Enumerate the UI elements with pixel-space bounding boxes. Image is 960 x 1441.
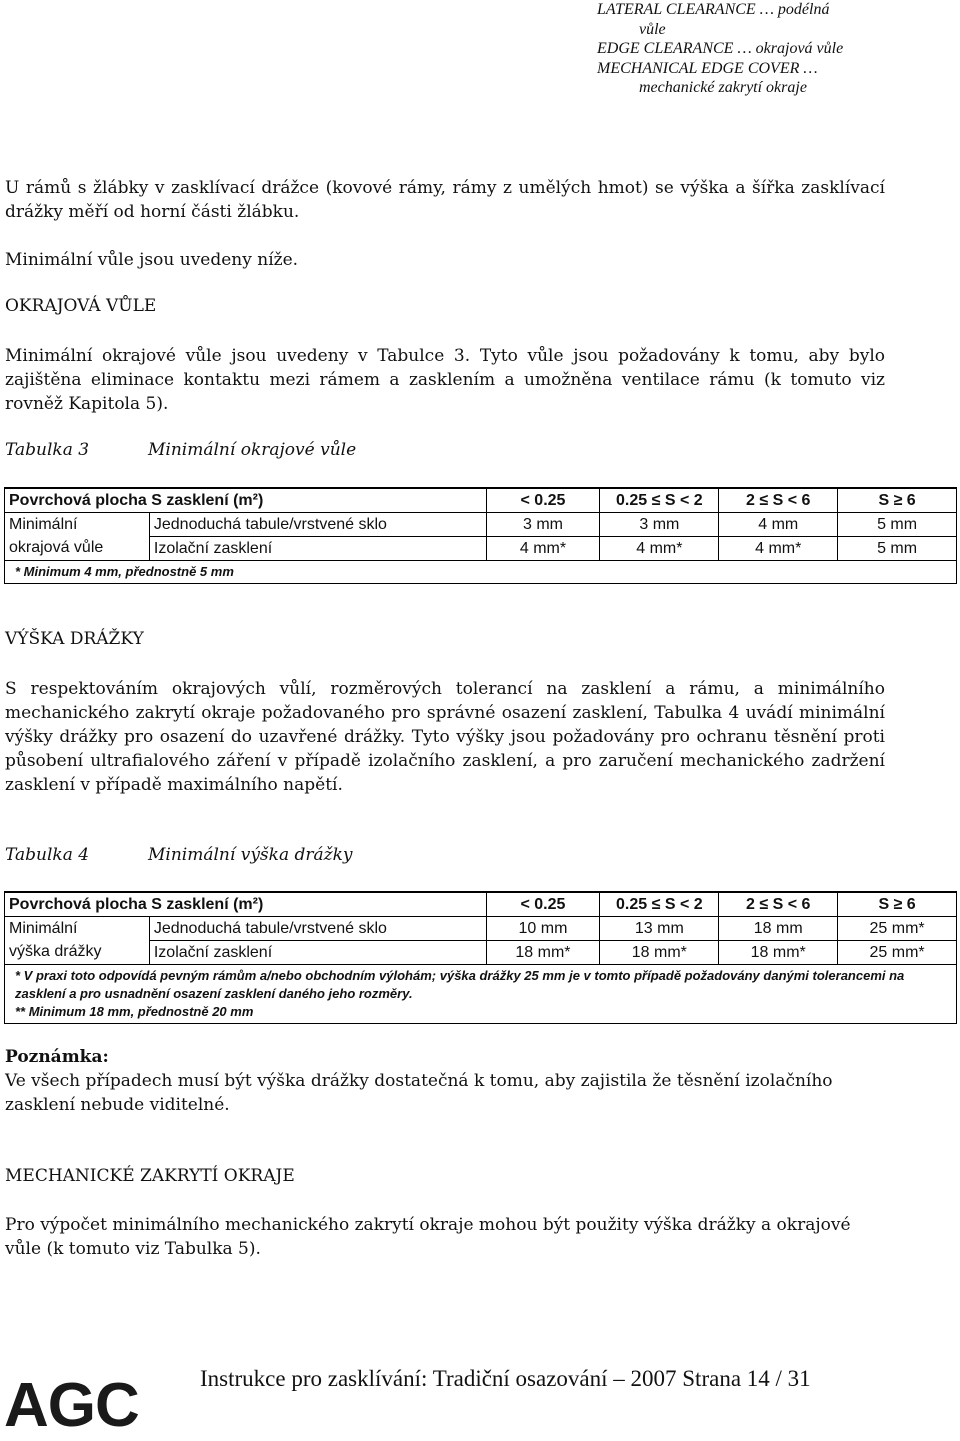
table3-cell: 5 mm [838, 513, 957, 537]
table3-glass-type: Jednoduchá tabule/vrstvené sklo [149, 513, 486, 537]
table3-caption-label: Tabulka 3 [5, 440, 90, 460]
table4-header-col: 2 ≤ S < 6 [719, 892, 838, 917]
table4-footnote-1: * V praxi toto odpovídá pevným rámům a/nebo obchodním výlohám; výška drážky 25 mm je v tomto případě požadovány danými tolerancemi na zasklení a pro usnadnění osazení zasklení daného jeho rozměry. [15, 968, 905, 1001]
glossary-line-lateral-cont: vůle [639, 20, 666, 38]
table-row [5, 917, 957, 941]
table4-cell: 18 mm [719, 917, 838, 941]
table4-cell: 18 mm* [719, 941, 838, 965]
table3-footnote: * Minimum 4 mm, přednostně 5 mm [5, 561, 957, 584]
edge-cover-heading: MECHANICKÉ ZAKRYTÍ OKRAJE [5, 1166, 295, 1186]
table3-header-col: 2 ≤ S < 6 [719, 488, 838, 513]
table3-cell: 4 mm* [719, 537, 838, 561]
table3-caption [5, 440, 357, 460]
table4-glass-type: Jednoduchá tabule/vrstvené sklo [149, 917, 486, 941]
page-footer [0, 1358, 960, 1440]
glossary-line-mechanical-cont: mechanické zakrytí okraje [639, 79, 807, 96]
table4-caption-label: Tabulka 4 [5, 845, 90, 865]
table3-glass-type: Izolační zasklení [149, 537, 486, 561]
table3-edge-clearance [4, 487, 957, 584]
groove-height-paragraph: S respektováním okrajových vůlí, rozměrových tolerancí na zasklení a rámu, a minimálního mechanického zakrytí okraje požadovaného pro správné osazení zasklení, Tabulka 4 uvádí minimální výšky drážky pro osazení do uzavřené drážky. Tyto výšky jsou požadovány pro ochranu těsnění proti působení ultrafialového záření v případě izolačního zasklení, a pro zaručení mechanického zadržení zasklení v případě maximálního napětí. [5, 679, 885, 795]
table4-cell: 13 mm [600, 917, 719, 941]
table3-cell: 4 mm* [486, 537, 600, 561]
minimal-clearance-note: Minimální vůle jsou uvedeny níže. [5, 250, 299, 270]
table4-header-col: S ≥ 6 [838, 892, 957, 917]
table3-cell: 3 mm [600, 513, 719, 537]
table3-row-label: okrajová vůle [5, 537, 150, 561]
table3-header-row [5, 488, 957, 513]
table-row [5, 513, 957, 537]
note-label: Poznámka: [5, 1047, 109, 1067]
table3-header-col: S ≥ 6 [838, 488, 957, 513]
table4-glass-type: Izolační zasklení [149, 941, 486, 965]
table4-header-col: 0.25 ≤ S < 2 [600, 892, 719, 917]
table4-header-col: < 0.25 [486, 892, 600, 917]
note-text: Ve všech případech musí být výška drážky dostatečná k tomu, aby zajistila že těsnění izolačního zasklení nebude viditelné. [5, 1071, 833, 1115]
table4-header-area: Povrchová plocha S zasklení (m²) [5, 892, 487, 917]
glossary-note [597, 0, 897, 98]
table3-header-area: Povrchová plocha S zasklení (m²) [5, 488, 487, 513]
glossary-line-edge: EDGE CLEARANCE … okrajová vůle [597, 40, 844, 57]
edge-clearance-paragraph: Minimální okrajové vůle jsou uvedeny v Tabulce 3. Tyto vůle jsou požadovány k tomu, aby bylo zajištěna eliminace kontaktu mezi rámem a zasklením a umožněna ventilace rámu (k tomuto viz rovněž Kapitola 5). [5, 346, 885, 414]
edge-clearance-heading: OKRAJOVÁ VŮLE [5, 296, 157, 316]
table4-row-label: výška drážky [5, 941, 150, 965]
table3-cell: 5 mm [838, 537, 957, 561]
table4-cell: 25 mm* [838, 917, 957, 941]
edge-cover-paragraph: Pro výpočet minimálního mechanického zakrytí okraje mohou být použity výška drážky a okrajové vůle (k tomuto viz Tabulka 5). [5, 1215, 851, 1259]
table4-header-row [5, 892, 957, 917]
footer-text: Instrukce pro zasklívání: Tradiční osazování – 2007 Strana 14 / 31 [200, 1366, 811, 1391]
table4-cell: 18 mm* [486, 941, 600, 965]
table-row [5, 941, 957, 965]
table3-footnote-row [5, 561, 957, 584]
table3-cell: 4 mm* [600, 537, 719, 561]
glossary-line-mechanical: MECHANICAL EDGE COVER … [597, 59, 818, 77]
table4-footnote-2: ** Minimum 18 mm, přednostně 20 mm [15, 1004, 254, 1019]
table4-cell: 10 mm [486, 917, 600, 941]
glossary-line-lateral: LATERAL CLEARANCE … podélná [597, 1, 830, 18]
agc-logo: AGC [4, 1371, 139, 1440]
table3-header-col: 0.25 ≤ S < 2 [600, 488, 719, 513]
table4-cell: 18 mm* [600, 941, 719, 965]
table4-caption [5, 845, 353, 865]
table3-caption-title: Minimální okrajové vůle [148, 440, 357, 460]
table4-row-label: Minimální [5, 917, 150, 941]
intro-paragraph: U rámů s žlábky v zasklívací drážce (kovové rámy, rámy z umělých hmot) se výška a šířka zasklívací drážky měří od horní části žlábku. [5, 178, 885, 222]
groove-height-heading: VÝŠKA DRÁŽKY [5, 629, 144, 649]
table3-header-col: < 0.25 [486, 488, 600, 513]
table3-row-label: Minimální [5, 513, 150, 537]
table3-cell: 4 mm [719, 513, 838, 537]
table4-cell: 25 mm* [838, 941, 957, 965]
table-row [5, 537, 957, 561]
table4-caption-title: Minimální výška drážky [148, 845, 353, 865]
table4-footnotes [5, 965, 957, 1024]
table3-cell: 3 mm [486, 513, 600, 537]
table4-groove-height [4, 891, 957, 1024]
table4-footnote-row [5, 965, 957, 1024]
